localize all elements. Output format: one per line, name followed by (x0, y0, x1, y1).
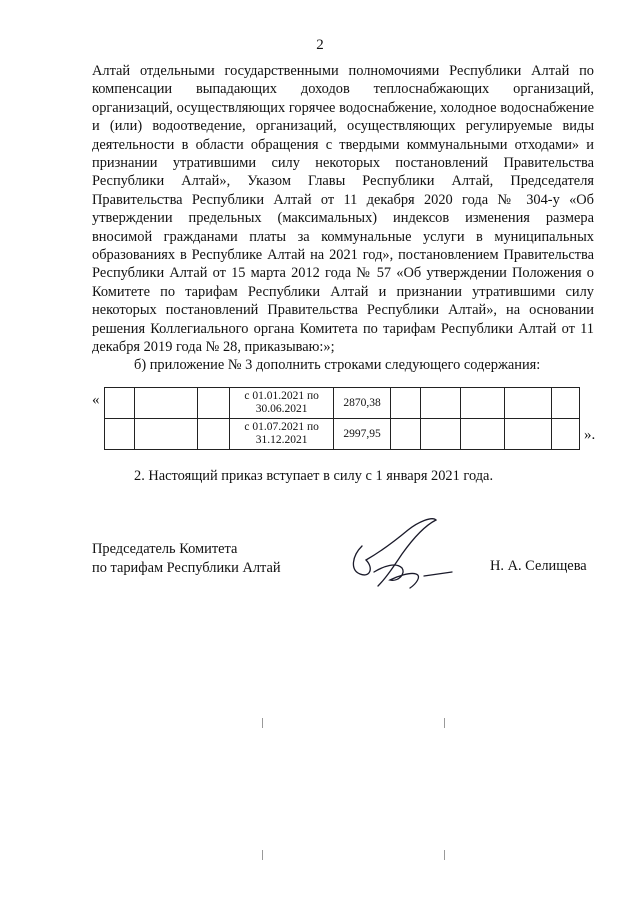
signatory-title-line1: Председатель Комитета (92, 541, 238, 557)
paragraph-2: 2. Настоящий приказ вступает в силу с 1 января 2021 года. (134, 468, 494, 484)
scan-artifact (262, 718, 263, 728)
period-cell: с 01.07.2021 по 31.12.2021 (229, 419, 334, 450)
page-number: 2 (316, 37, 324, 53)
inserted-rows-table (104, 387, 580, 450)
opening-quote: « (92, 392, 100, 408)
scan-artifact (444, 850, 445, 860)
scan-artifact (444, 718, 445, 728)
value-cell: 2997,95 (334, 419, 390, 450)
paragraph-b: б) приложение № 3 дополнить строками следующего содержания: (134, 357, 541, 373)
table-row (105, 388, 580, 419)
body-paragraph: Алтай отдельными государственными полномочиями Республики Алтай по компенсации выпадающих доходов теплоснабжающих организаций, организаций, осуществляющих горячее водоснабжение, холодное водоснабжение и (или) водоотведение, организаций, осуществляющих регулируемые виды деятельности в области обращения с твердыми коммунальными отходами» и признании утратившими силу некоторых постановлений Правительства Республики Алтай», Указом Главы Республики Алтай, Председателя Правительства Республики Алтай от 11 декабря 2020 года № 304-у «Об утверждении предельных (максимальных) индексов изменения размера вносимой гражданами платы за коммунальные услуги в муниципальных образованиях в Республике Алтай на 2021 год», постановлением Правительства Республики Алтай от 15 марта 2012 года № 57 «Об утверждении Положения о Комитете по тарифам Республики Алтай и признании утратившими силу некоторых постановлений Правительства Республики Алтай», на основании решения Коллегиального органа Комитета по тарифам Республики Алтай от 11 декабря 2019 года № 28, приказываю:»; (92, 63, 594, 356)
table-row (105, 419, 580, 450)
handwritten-signature (344, 512, 464, 598)
scan-artifact (262, 850, 263, 860)
signatory-title-line2: по тарифам Республики Алтай (92, 560, 281, 576)
signatory-title (92, 540, 281, 578)
value-cell: 2870,38 (334, 388, 390, 419)
closing-quote: ». (584, 427, 596, 443)
signatory-name: Н. А. Селищева (490, 558, 587, 574)
period-cell: с 01.01.2021 по 30.06.2021 (229, 388, 334, 419)
